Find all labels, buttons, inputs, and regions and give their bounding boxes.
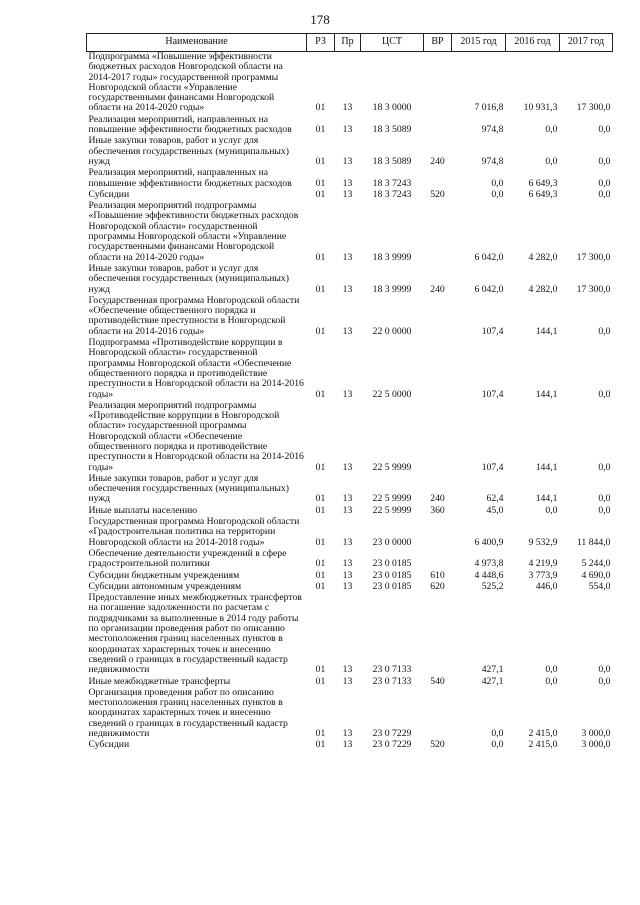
row-name-cell: Реализация мероприятий подпрограммы «Противодействие коррупции в Новгородской области» государственной программы Новгородской области «Обеспечение общественного порядка и противодействие преступности в Новгородской области на 2014-2016 годы»	[88, 399, 304, 473]
row-2016-cell: 0,0	[545, 504, 558, 516]
row-2016-cell: 2 415,0	[528, 728, 558, 739]
table-row	[87, 168, 613, 190]
row-2017-cell: 0,0	[598, 504, 611, 516]
row-2015-cell: 6 042,0	[474, 251, 504, 263]
row-2017-cell: 5 244,0	[581, 558, 611, 570]
row-pr-cell: 13	[342, 569, 353, 581]
row-vr-cell	[424, 201, 452, 264]
row-cst-cell: 18 3 5089	[372, 124, 412, 136]
row-2015-cell: 974,8	[481, 124, 504, 136]
row-2017-cell: 0,0	[598, 461, 611, 473]
row-rz-cell: 01	[315, 388, 326, 400]
row-2017-cell: 4 690,0	[581, 569, 611, 581]
row-2017-cell: 3 000,0	[581, 728, 611, 739]
row-rz-cell: 01	[315, 558, 326, 570]
row-2016-cell: 144,1	[535, 493, 558, 505]
row-name-cell: Подпрограмма «Повышение эффективности бюджетных расходов Новгородской области на 2014-2017 годы» государственной программы Новгородской области «Управление государственными финансами Новгородской области на 2014-2020 годы»	[88, 51, 283, 114]
row-2015-cell: 0,0	[491, 177, 504, 189]
row-2017-cell: 0,0	[598, 675, 611, 687]
row-2015-cell: 0,0	[491, 728, 504, 739]
row-vr-cell	[424, 168, 452, 190]
row-2016-cell: 4 219,9	[528, 558, 558, 570]
table-body	[87, 52, 613, 752]
row-name-cell: Организация проведения работ по описанию местоположения границ населенных пунктов в координатах характерных точек и внесению сведений о границах в государственный кадастр недвижимости	[88, 686, 288, 739]
row-cst-cell: 23 0 7229	[372, 739, 412, 751]
row-2017-cell: 0,0	[598, 664, 611, 676]
row-2017-cell: 0,0	[598, 124, 611, 136]
row-name-cell: Реализация мероприятий, направленных на повышение эффективности бюджетных расходов	[88, 167, 292, 189]
row-pr-cell: 13	[342, 124, 353, 136]
row-2017-cell: 17 300,0	[576, 102, 611, 114]
row-name-cell: Государственная программа Новгородской области «Обеспечение общественного порядка и противодействие преступности в Новгородской области на 2014-2016 годы»	[88, 294, 300, 337]
row-2015-cell: 427,1	[481, 664, 504, 676]
row-2016-cell: 9 532,9	[528, 536, 558, 548]
row-pr-cell: 13	[342, 283, 353, 295]
row-cst-cell: 22 5 9999	[372, 504, 412, 516]
table-row	[87, 136, 613, 168]
row-2016-cell: 10 931,3	[523, 102, 558, 114]
table-row	[87, 401, 613, 474]
budget-table	[86, 33, 613, 752]
header-2016: 2016 год	[506, 34, 560, 52]
row-2017-cell: 0,0	[598, 188, 611, 200]
header-pr: Пр	[335, 34, 361, 52]
row-pr-cell: 13	[342, 728, 353, 739]
row-name-cell: Иные закупки товаров, работ и услуг для обеспечения государственных (муниципальных) нужд	[88, 262, 289, 295]
row-pr-cell: 13	[342, 739, 353, 751]
row-rz-cell: 01	[315, 461, 326, 473]
row-vr-cell	[424, 688, 452, 740]
row-vr-cell	[424, 593, 452, 676]
row-vr-cell	[424, 52, 452, 115]
row-2017-cell: 0,0	[598, 325, 611, 337]
row-name-cell: Иные межбюджетные трансферты	[88, 675, 231, 687]
row-cst-cell: 23 0 0185	[372, 558, 412, 570]
row-rz-cell: 01	[315, 251, 326, 263]
row-2017-cell: 11 844,0	[576, 536, 611, 548]
row-vr-cell	[424, 549, 452, 571]
row-2015-cell: 4 973,8	[474, 558, 504, 570]
row-vr-cell: 240	[430, 155, 445, 167]
row-2015-cell: 107,4	[481, 325, 504, 337]
row-pr-cell: 13	[342, 461, 353, 473]
row-2016-cell: 2 415,0	[528, 739, 558, 751]
row-2017-cell: 0,0	[598, 493, 611, 505]
table-header-row	[87, 34, 613, 52]
row-2016-cell: 6 649,3	[528, 188, 558, 200]
row-cst-cell: 22 0 0000	[372, 325, 412, 337]
row-2016-cell: 0,0	[545, 124, 558, 136]
row-name-cell: Субсидии автономным учреждениям	[88, 580, 242, 592]
row-2016-cell: 144,1	[535, 388, 558, 400]
row-vr-cell: 540	[430, 675, 445, 687]
row-rz-cell: 01	[315, 504, 326, 516]
row-vr-cell: 620	[430, 580, 445, 592]
row-2015-cell: 107,4	[481, 461, 504, 473]
row-2016-cell: 144,1	[535, 461, 558, 473]
row-2015-cell: 427,1	[481, 675, 504, 687]
row-rz-cell: 01	[315, 728, 326, 739]
header-cst: ЦСТ	[361, 34, 424, 52]
row-name-cell: Реализация мероприятий, направленных на повышение эффективности бюджетных расходов	[88, 113, 292, 136]
row-rz-cell: 01	[315, 493, 326, 505]
row-2016-cell: 4 282,0	[528, 283, 558, 295]
row-2016-cell: 0,0	[545, 675, 558, 687]
row-2015-cell: 7 016,8	[474, 102, 504, 114]
row-2016-cell: 0,0	[545, 155, 558, 167]
row-name-cell: Реализация мероприятий подпрограммы «Повышение эффективности бюджетных расходов Новгородской области» государственной программы Новгородской области «Управление государственными финансами Новгородской области на 2014-2020 годы»	[88, 200, 299, 263]
row-cst-cell: 22 5 0000	[372, 388, 412, 400]
row-vr-cell	[424, 115, 452, 137]
row-2015-cell: 6 400,9	[474, 536, 504, 548]
row-pr-cell: 13	[342, 102, 353, 114]
row-pr-cell: 13	[342, 388, 353, 400]
row-rz-cell: 01	[315, 675, 326, 687]
header-2017: 2017 год	[560, 34, 613, 52]
row-rz-cell: 01	[315, 177, 326, 189]
row-name-cell: Подпрограмма «Противодействие коррупции в Новгородской области» государственной программы Новгородской области «Обеспечение общественного порядка и противодействие преступности в Новгородской области на 2014-2016 годы»	[88, 337, 304, 400]
table-row	[87, 115, 613, 137]
row-cst-cell: 22 5 9999	[372, 461, 412, 473]
row-rz-cell: 01	[315, 188, 326, 200]
table-row	[87, 517, 613, 549]
row-pr-cell: 13	[342, 325, 353, 337]
row-vr-cell: 610	[430, 569, 445, 581]
row-cst-cell: 18 3 0000	[372, 102, 412, 114]
row-name-cell: Субсидии	[88, 188, 130, 200]
row-rz-cell: 01	[315, 739, 326, 751]
row-cst-cell: 22 5 9999	[372, 493, 412, 505]
table-row	[87, 549, 613, 571]
row-pr-cell: 13	[342, 536, 353, 548]
table-row	[87, 688, 613, 740]
table-row	[87, 593, 613, 676]
row-2015-cell: 974,8	[481, 155, 504, 167]
row-rz-cell: 01	[315, 155, 326, 167]
row-pr-cell: 13	[342, 188, 353, 200]
header-vr: ВР	[424, 34, 452, 52]
row-vr-cell: 240	[430, 493, 445, 505]
row-cst-cell: 23 0 0185	[372, 569, 412, 581]
row-cst-cell: 23 0 7133	[372, 664, 412, 676]
page-number: 178	[310, 12, 330, 27]
row-2017-cell: 554,0	[588, 580, 611, 592]
row-pr-cell: 13	[342, 155, 353, 167]
row-2016-cell: 6 649,3	[528, 177, 558, 189]
row-name-cell: Иные выплаты населению	[88, 504, 198, 516]
row-2016-cell: 0,0	[545, 664, 558, 676]
row-cst-cell: 23 0 7133	[372, 675, 412, 687]
table-row	[87, 201, 613, 264]
row-2017-cell: 0,0	[598, 177, 611, 189]
row-rz-cell: 01	[315, 664, 326, 676]
table-row	[87, 474, 613, 506]
table-row	[87, 338, 613, 401]
row-2017-cell: 0,0	[598, 155, 611, 167]
row-2017-cell: 3 000,0	[581, 739, 611, 751]
table-row	[87, 296, 613, 338]
row-pr-cell: 13	[342, 558, 353, 570]
row-2016-cell: 4 282,0	[528, 251, 558, 263]
row-rz-cell: 01	[315, 536, 326, 548]
row-name-cell: Иные закупки товаров, работ и услуг для обеспечения государственных (муниципальных) нужд	[88, 472, 289, 505]
row-vr-cell	[424, 296, 452, 338]
row-name-cell: Обеспечение деятельности учреждений в сфере градостроительной политики	[88, 547, 287, 570]
row-name-cell: Государственная программа Новгородской области «Градостроительная политика на территории Новгородской области на 2014-2018 годы»	[88, 516, 300, 548]
row-rz-cell: 01	[315, 569, 326, 581]
row-pr-cell: 13	[342, 580, 353, 592]
row-vr-cell	[424, 338, 452, 401]
row-2015-cell: 62,4	[486, 493, 504, 505]
row-2016-cell: 446,0	[535, 580, 558, 592]
row-pr-cell: 13	[342, 493, 353, 505]
row-rz-cell: 01	[315, 124, 326, 136]
row-vr-cell: 360	[430, 504, 445, 516]
row-pr-cell: 13	[342, 177, 353, 189]
row-rz-cell: 01	[315, 580, 326, 592]
row-2017-cell: 17 300,0	[576, 251, 611, 263]
row-cst-cell: 18 3 5089	[372, 155, 412, 167]
row-2016-cell: 3 773,9	[528, 569, 558, 581]
row-name-cell: Предоставление иных межбюджетных трансфертов на погашение задолженности по расчетам с подрядчиками за выполненные в 2014 году работы по организации проведения работ по описанию местоположения границ населенных пунктов в координатах характерных точек и внесению сведений о границах в государственный кадастр недвижимости	[88, 592, 302, 676]
row-2015-cell: 107,4	[481, 388, 504, 400]
row-2017-cell: 17 300,0	[576, 283, 611, 295]
row-cst-cell: 23 0 0000	[372, 536, 412, 548]
header-2015: 2015 год	[452, 34, 506, 52]
row-pr-cell: 13	[342, 251, 353, 263]
header-name: Наименование	[87, 34, 307, 52]
row-cst-cell: 23 0 0185	[372, 580, 412, 592]
row-pr-cell: 13	[342, 504, 353, 516]
row-vr-cell	[424, 517, 452, 549]
row-2015-cell: 45,0	[486, 504, 504, 516]
row-2016-cell: 144,1	[535, 325, 558, 337]
header-rz: РЗ	[307, 34, 335, 52]
row-2015-cell: 6 042,0	[474, 283, 504, 295]
row-cst-cell: 18 3 9999	[372, 283, 412, 295]
row-2015-cell: 0,0	[491, 188, 504, 200]
row-vr-cell: 520	[430, 739, 445, 751]
row-name-cell: Иные закупки товаров, работ и услуг для обеспечения государственных (муниципальных) нужд	[88, 135, 289, 167]
row-cst-cell: 18 3 7243	[372, 188, 412, 200]
row-name-cell: Субсидии	[88, 739, 130, 751]
row-cst-cell: 18 3 9999	[372, 251, 412, 263]
row-pr-cell: 13	[342, 675, 353, 687]
row-2015-cell: 525,2	[481, 580, 504, 592]
table-row	[87, 740, 613, 751]
row-rz-cell: 01	[315, 325, 326, 337]
row-cst-cell: 23 0 7229	[372, 728, 412, 739]
row-2015-cell: 4 448,6	[474, 569, 504, 581]
row-rz-cell: 01	[315, 283, 326, 295]
row-cst-cell: 18 3 7243	[372, 177, 412, 189]
table-row	[87, 52, 613, 115]
row-rz-cell: 01	[315, 102, 326, 114]
row-vr-cell	[424, 401, 452, 474]
row-2015-cell: 0,0	[491, 739, 504, 751]
row-2017-cell: 0,0	[598, 388, 611, 400]
row-vr-cell: 520	[430, 188, 445, 200]
table-row	[87, 264, 613, 296]
row-name-cell: Субсидии бюджетным учреждениям	[88, 569, 240, 581]
row-pr-cell: 13	[342, 664, 353, 676]
row-vr-cell: 240	[430, 283, 445, 295]
